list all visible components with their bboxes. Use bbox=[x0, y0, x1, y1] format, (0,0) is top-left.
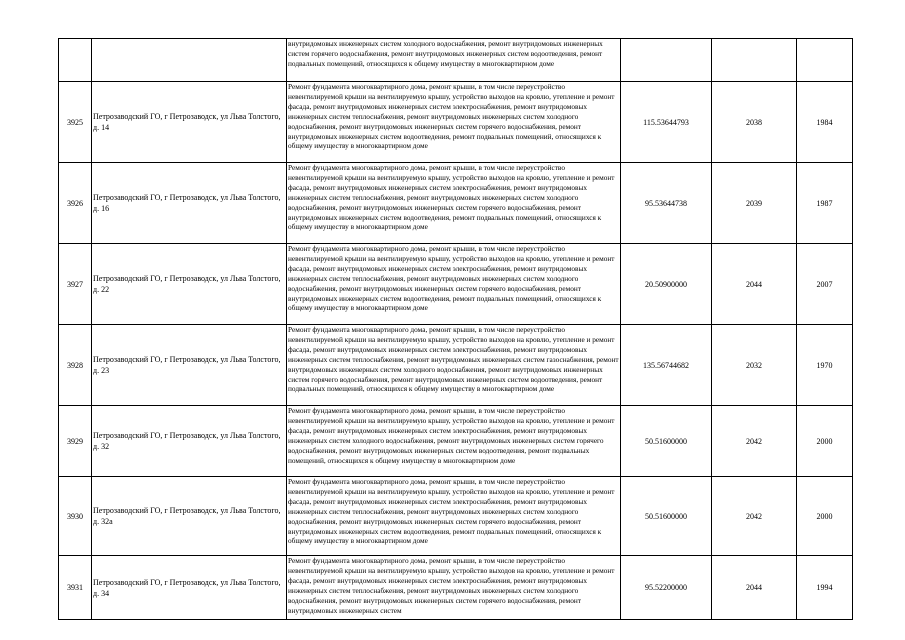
planned-year-cell: 2039 bbox=[712, 163, 797, 244]
address-cell: Петрозаводский ГО, г Петрозаводск, ул Льва Толстого, д. 32а bbox=[92, 477, 287, 556]
planned-year-cell: 2038 bbox=[712, 82, 797, 163]
cost-cell: 115.53644793 bbox=[621, 82, 712, 163]
works-cell bbox=[287, 39, 621, 82]
works-cell bbox=[287, 556, 621, 620]
cost-cell: 50.51600000 bbox=[621, 477, 712, 556]
planned-year-cell: 2042 bbox=[712, 406, 797, 477]
built-year-cell: 1987 bbox=[797, 163, 853, 244]
table-row bbox=[59, 556, 853, 620]
address-cell: Петрозаводский ГО, г Петрозаводск, ул Льва Толстого, д. 14 bbox=[92, 82, 287, 163]
built-year-cell: 2000 bbox=[797, 406, 853, 477]
row-number-cell: 3931 bbox=[59, 556, 92, 620]
row-number-cell: 3926 bbox=[59, 163, 92, 244]
row-number-cell: 3930 bbox=[59, 477, 92, 556]
works-text: Ремонт фундамента многоквартирного дома, ремонт крыши, в том числе переустройство невентилируемой крыши на вентилируемую крышу, устройство выходов на кровлю, утепление и ремонт фасада, ремонт внутридомовых инженерных систем электроснабжения, ремонт внутридомовых инженерных систем теплоснабжения, ремонт внутридомовых инженерных систем газоснабжения, ремонт внутридомовых инженерных систем холодного водоснабжения, ремонт внутридомовых инженерных систем горячего водоснабжения, ремонт внутридомовых инженерных систем водоотведения, ремонт подвальных помещений, относящихся к общему имуществу в многоквартирном доме bbox=[288, 325, 619, 394]
address-cell: Петрозаводский ГО, г Петрозаводск, ул Льва Толстого, д. 22 bbox=[92, 244, 287, 325]
cost-cell: 50.51600000 bbox=[621, 406, 712, 477]
works-text: Ремонт фундамента многоквартирного дома, ремонт крыши, в том числе переустройство невентилируемой крыши на вентилируемую крышу, устройство выходов на кровлю, утепление и ремонт фасада, ремонт внутридомовых инженерных систем электроснабжения, ремонт внутридомовых инженерных систем теплоснабжения, ремонт внутридомовых инженерных систем холодного водоснабжения, ремонт внутридомовых инженерных систем горячего водоснабжения, ремонт внутридомовых инженерных систем bbox=[288, 556, 615, 615]
table-row bbox=[59, 477, 853, 556]
table-row bbox=[59, 163, 853, 244]
planned-year-cell bbox=[712, 39, 797, 82]
row-number-cell: 3928 bbox=[59, 325, 92, 406]
works-text: Ремонт фундамента многоквартирного дома, ремонт крыши, в том числе переустройство невентилируемой крыши на вентилируемую крышу, устройство выходов на кровлю, утепление и ремонт фасада, ремонт внутридомовых инженерных систем электроснабжения, ремонт внутридомовых инженерных систем теплоснабжения, ремонт внутридомовых инженерных систем холодного водоснабжения, ремонт внутридомовых инженерных систем горячего водоснабжения, ремонт внутридомовых инженерных систем водоотведения, ремонт подвальных помещений, относящихся к общему имуществу в многоквартирном доме bbox=[288, 82, 615, 151]
works-text: внутридомовых инженерных систем холодного водоснабжения, ремонт внутридомовых инженерных систем горячего водоснабжения, ремонт внутридомовых инженерных систем водоотведения, ремонт подвальных помещений, относящихся к общему имуществу в многоквартирном доме bbox=[288, 39, 603, 68]
capital-repair-table bbox=[58, 38, 853, 620]
table-row bbox=[59, 244, 853, 325]
works-cell bbox=[287, 406, 621, 477]
address-cell: Петрозаводский ГО, г Петрозаводск, ул Льва Толстого, д. 23 bbox=[92, 325, 287, 406]
row-number-cell bbox=[59, 39, 92, 82]
built-year-cell: 2000 bbox=[797, 477, 853, 556]
works-text: Ремонт фундамента многоквартирного дома, ремонт крыши, в том числе переустройство невентилируемой крыши на вентилируемую крышу, устройство выходов на кровлю, утепление и ремонт фасада, ремонт внутридомовых инженерных систем электроснабжения, ремонт внутридомовых инженерных систем теплоснабжения, ремонт внутридомовых инженерных систем холодного водоснабжения, ремонт внутридомовых инженерных систем горячего водоснабжения, ремонт внутридомовых инженерных систем водоотведения, ремонт подвальных помещений, относящихся к общему имуществу в многоквартирном доме bbox=[288, 163, 615, 232]
built-year-cell: 1984 bbox=[797, 82, 853, 163]
works-cell bbox=[287, 477, 621, 556]
built-year-cell: 1994 bbox=[797, 556, 853, 620]
row-number-cell: 3927 bbox=[59, 244, 92, 325]
table-row bbox=[59, 325, 853, 406]
works-cell bbox=[287, 325, 621, 406]
address-cell: Петрозаводский ГО, г Петрозаводск, ул Льва Толстого, д. 32 bbox=[92, 406, 287, 477]
works-cell bbox=[287, 244, 621, 325]
works-text: Ремонт фундамента многоквартирного дома, ремонт крыши, в том числе переустройство невентилируемой крыши на вентилируемую крышу, устройство выходов на кровлю, утепление и ремонт фасада, ремонт внутридомовых инженерных систем электроснабжения, ремонт внутридомовых инженерных систем теплоснабжения, ремонт внутридомовых инженерных систем холодного водоснабжения, ремонт внутридомовых инженерных систем горячего водоснабжения, ремонт внутридомовых инженерных систем водоотведения, ремонт подвальных помещений, относящихся к общему имуществу в многоквартирном доме bbox=[288, 244, 615, 313]
works-text: Ремонт фундамента многоквартирного дома, ремонт крыши, в том числе переустройство невентилируемой крыши на вентилируемую крышу, устройство выходов на кровлю, утепление и ремонт фасада, ремонт внутридомовых инженерных систем электроснабжения, ремонт внутридомовых инженерных систем теплоснабжения, ремонт внутридомовых инженерных систем холодного водоснабжения, ремонт внутридомовых инженерных систем горячего водоснабжения, ремонт внутридомовых инженерных систем водоотведения, ремонт подвальных помещений, относящихся к общему имуществу в многоквартирном доме bbox=[288, 477, 615, 546]
row-number-cell: 3925 bbox=[59, 82, 92, 163]
address-cell: Петрозаводский ГО, г Петрозаводск, ул Льва Толстого, д. 34 bbox=[92, 556, 287, 620]
table-row bbox=[59, 82, 853, 163]
row-number-cell: 3929 bbox=[59, 406, 92, 477]
works-cell bbox=[287, 163, 621, 244]
address-cell bbox=[92, 39, 287, 82]
cost-cell: 20.50900000 bbox=[621, 244, 712, 325]
document-page bbox=[58, 38, 853, 620]
cost-cell: 135.56744682 bbox=[621, 325, 712, 406]
works-text: Ремонт фундамента многоквартирного дома, ремонт крыши, в том числе переустройство невентилируемой крыши на вентилируемую крышу, устройство выходов на кровлю, утепление и ремонт фасада, ремонт внутридомовых инженерных систем электроснабжения, ремонт внутридомовых инженерных систем холодного водоснабжения, ремонт внутридомовых инженерных систем горячего водоснабжения, ремонт внутридомовых инженерных систем водоотведения, ремонт подвальных помещений, относящихся к общему имуществу в многоквартирном доме bbox=[288, 406, 615, 465]
works-cell bbox=[287, 82, 621, 163]
table-row bbox=[59, 406, 853, 477]
built-year-cell: 1970 bbox=[797, 325, 853, 406]
cost-cell bbox=[621, 39, 712, 82]
planned-year-cell: 2044 bbox=[712, 556, 797, 620]
built-year-cell bbox=[797, 39, 853, 82]
cost-cell: 95.53644738 bbox=[621, 163, 712, 244]
built-year-cell: 2007 bbox=[797, 244, 853, 325]
planned-year-cell: 2044 bbox=[712, 244, 797, 325]
planned-year-cell: 2042 bbox=[712, 477, 797, 556]
planned-year-cell: 2032 bbox=[712, 325, 797, 406]
table-row bbox=[59, 39, 853, 82]
address-cell: Петрозаводский ГО, г Петрозаводск, ул Льва Толстого, д. 16 bbox=[92, 163, 287, 244]
cost-cell: 95.52200000 bbox=[621, 556, 712, 620]
